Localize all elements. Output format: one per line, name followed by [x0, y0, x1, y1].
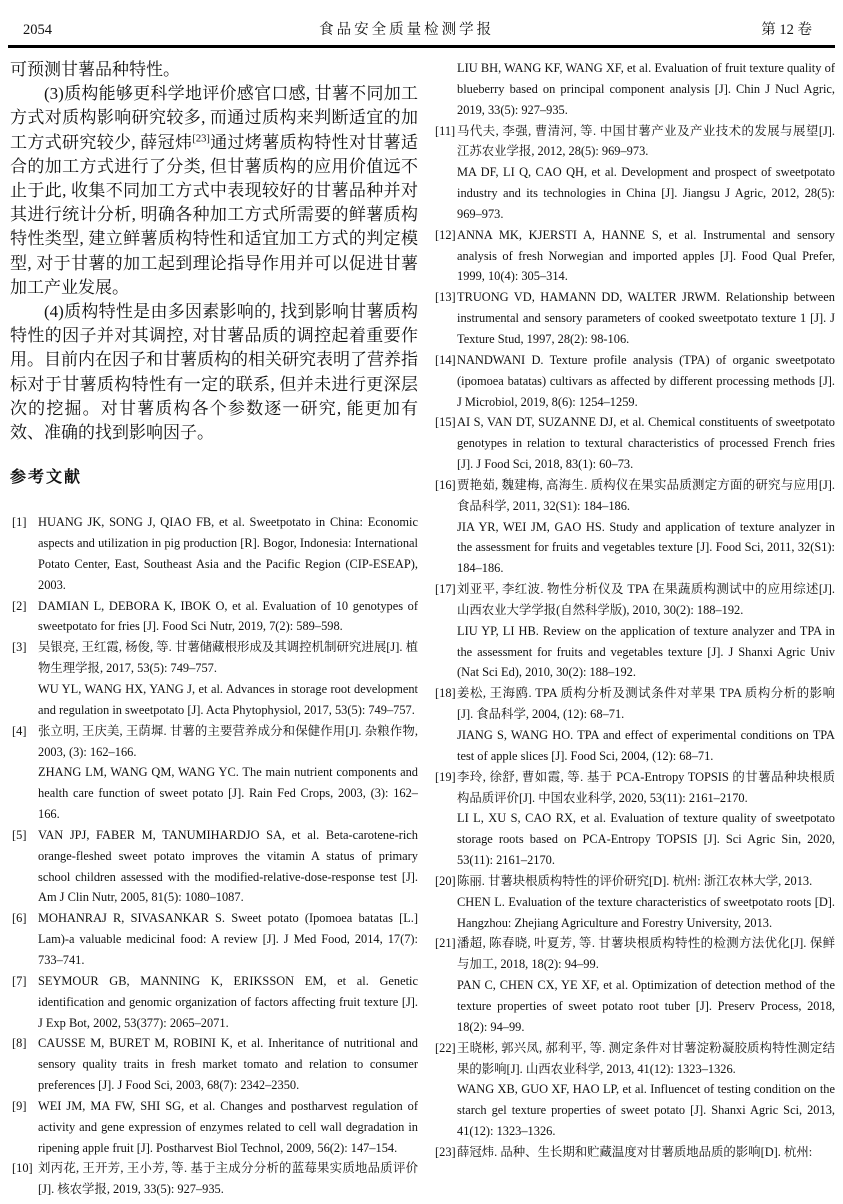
reference-text: 姜松, 王海鸥. TPA 质构分析及测试条件对苹果 TPA 质构分析的影响[J]. 食品科学, 2004, (12): 68–71. [457, 686, 835, 722]
reference-item [433, 579, 835, 683]
reference-text: LIU YP, LI HB. Review on the application of texture analyzer and TPA in the assessment for fruits and vegetables texture [J]. J Shanxi Agric Univ (Nat Sci Ed), 2010, 30(2): 188–192. [457, 623, 835, 680]
reference-number: [9] [12, 1098, 27, 1113]
paragraph-point-3-text: (3)质构能够更科学地评价感官口感, 甘薯不同加工方式对质构影响研究较多, 而通过质构来判断适宜的加工方式研究较少, 薛冠炜 [10, 84, 418, 152]
reference-text: 王晓彬, 郭兴凤, 郝利平, 等. 测定条件对甘薯淀粉凝胶质构特性测定结果的影响[J]. 山西农业科学, 2013, 41(12): 1323–1326. [457, 1040, 835, 1076]
reference-item [433, 58, 835, 121]
reference-number: [7] [12, 973, 27, 988]
reference-item [10, 1096, 418, 1159]
reference-number: [2] [12, 598, 27, 613]
reference-text: 陈丽. 甘薯块根质构特性的评价研究[D]. 杭州: 浙江农林大学, 2013. [457, 873, 813, 888]
page-header [23, 18, 812, 39]
reference-number: [6] [12, 911, 27, 926]
reference-number: [12] [435, 227, 456, 242]
reference-item [10, 596, 418, 638]
reference-text: 潘超, 陈春晓, 叶夏芳, 等. 甘薯块根质构特性的检测方法优化[J]. 保鲜与加工, 2018, 18(2): 94–99. [457, 936, 835, 972]
reference-item [433, 412, 835, 475]
reference-text: 薛冠炜. 品种、生长期和贮藏温度对甘薯质地品质的影响[D]. 杭州: [457, 1144, 813, 1159]
reference-item [433, 683, 835, 766]
reference-text: WANG XB, GUO XF, HAO LP, et al. Influencet of testing condition on the starch gel texture properties of sweet potato [J]. Shanxi Agric Sci, 2013, 41(12): 1323–1326. [457, 1082, 835, 1139]
reference-text: 刘丙花, 王开芳, 王小芳, 等. 基于主成分分析的蓝莓果实质地品质评价[J]. 核农学报, 2019, 33(5): 927–935. [38, 1161, 418, 1197]
reference-text: PAN C, CHEN CX, YE XF, et al. Optimization of detection method of the texture properties of sweet potato root tuber [J]. Preserv Process, 2018, 18(2): 94–99. [457, 978, 835, 1034]
reference-number: [22] [435, 1040, 456, 1055]
reference-text: 贾艳茹, 魏建梅, 高海生. 质构仪在果实品质测定方面的研究与应用[J]. 食品科学, 2011, 32(S1): 184–186. [457, 477, 835, 513]
paragraph-continued: 可预测甘薯品种特性。 [10, 60, 180, 79]
reference-number: [4] [12, 723, 27, 738]
reference-number: [16] [435, 477, 456, 492]
reference-text: JIANG S, WANG HO. TPA and effect of experimental conditions on TPA test of apple slices [J]. Food Sci, 2004, (12): 68–71. [457, 728, 835, 763]
reference-item [10, 908, 418, 971]
reference-text: ZHANG LM, WANG QM, WANG YC. The main nutrient components and health care function of sweet potato [J]. Rain Fed Crops, 2003, (3): 162–166. [38, 765, 418, 822]
reference-number: [21] [435, 936, 456, 951]
reference-text: CAUSSE M, BURET M, ROBINI K, et al. Inheritance of nutritional and sensory quality traits in fresh market tomato and relation to consumer preferences [J]. J Food Sci, 2003, 68(7): 2342–2350. [38, 1036, 418, 1093]
reference-number: [8] [12, 1036, 27, 1051]
reference-text: DAMIAN L, DEBORA K, IBOK O, et al. Evaluation of 10 genotypes of sweetpotato for fries [J]. Food Sci Nutr, 2019, 7(2): 589–598. [38, 598, 418, 634]
references-heading: 参考文献 [10, 469, 83, 487]
reference-number: [10] [12, 1161, 33, 1176]
reference-text: LIU BH, WANG KF, WANG XF, et al. Evaluation of fruit texture quality of blueberry based on principal component analysis [J]. Chin J Nucl Agric, 2019, 33(5): 927–935. [457, 61, 835, 117]
reference-text: HUANG JK, SONG J, QIAO FB, et al. Sweetpotato in China: Economic aspects and utilization in pig production [R]. Bogor, Indonesia: International Potato Center, East, Southeast Asia and the Pacific Region (CIP-ESEAP), 2003. [38, 515, 418, 592]
reference-text: WEI JM, MA FW, SHI SG, et al. Changes and postharvest regulation of activity and gene expression of enzymes related to cell wall degradation in ripening apple fruit [J]. Postharvest Biol Technol, 2009, 56(2): 147–154. [38, 1098, 418, 1155]
paragraph-point-3 [10, 82, 418, 300]
reference-text: 刘亚平, 李红波. 物性分析仪及 TPA 在果蔬质构测试中的应用综述[J]. 山西农业大学学报(自然科学版), 2010, 30(2): 188–192. [457, 582, 835, 617]
reference-item [433, 871, 835, 934]
reference-text: ANNA MK, KJERSTI A, HANNE S, et al. Instrumental and sensory analysis of fresh Norwegian and imported apples [J]. Food Qual Prefer, 1999, 10(4): 305–314. [457, 227, 835, 284]
reference-text: JIA YR, WEI JM, GAO HS. Study and application of texture analyzer in the assessment for fruits and vegetables texture [J]. Food Sci, 2011, 32(S1): 184–186. [457, 519, 835, 576]
reference-number: [1] [12, 515, 27, 530]
reference-number: [15] [435, 415, 456, 430]
reference-text: TRUONG VD, HAMANN DD, WALTER JRWM. Relationship between instrumental and sensory parameters of cooked sweetpotato texture 1 [J]. J Texture Stud, 1997, 28(2): 98-106. [457, 290, 835, 346]
reference-number: [13] [435, 290, 456, 305]
citation-superscript: [23] [192, 132, 210, 144]
page-number: 2054 [23, 22, 52, 38]
reference-item [433, 933, 835, 1037]
reference-number: [11] [435, 123, 456, 138]
reference-text: AI S, VAN DT, SUZANNE DJ, et al. Chemical constituents of sweetpotato genotypes in relation to textural characteristics of processed French fries [J]. J Food Sci, 2018, 83(1): 60–73. [457, 415, 835, 472]
reference-item [433, 225, 835, 288]
paragraph-point-4: (4)质构特性是由多因素影响的, 找到影响甘薯质构特性的因子并对其调控, 对甘薯品质的调控起着重要作用。目前内在因子和甘薯质构的相关研究表明了营养指标对于甘薯质构特性有一定的联系, 但并未进行更深层次的挖掘。对甘薯质构各个参数逐一研究, 能更加有效、准确的找到影响因子。 [10, 302, 418, 443]
journal-title: 食品安全质量检测学报 [319, 22, 495, 38]
reference-number: [14] [435, 352, 456, 367]
reference-item [10, 971, 418, 1034]
reference-text: CHEN L. Evaluation of the texture characteristics of sweetpotato roots [D]. Hangzhou: Zhejiang Agriculture and Forestry University, 2013. [457, 894, 835, 930]
reference-item [433, 350, 835, 413]
reference-list-right [433, 58, 835, 1163]
reference-text: WU YL, WANG HX, YANG J, et al. Advances in storage root development and regulation in sweetpotato [J]. Acta Phytophysiol, 2017, 53(5): 749–757. [38, 682, 418, 717]
reference-number: [20] [435, 873, 456, 888]
right-column [433, 58, 835, 1163]
reference-text: MA DF, LI Q, CAO QH, et al. Development and prospect of sweetpotato industry and its technologies in China [J]. Jiangsu J Agric, 2012, 28(5): 969–973. [457, 165, 835, 221]
reference-number: [17] [435, 582, 456, 597]
reference-text: 吴银亮, 王红霞, 杨俊, 等. 甘薯储藏根形成及其调控机制研究进展[J]. 植物生理学报, 2017, 53(5): 749–757. [38, 640, 418, 676]
reference-number: [3] [12, 640, 27, 655]
reference-item [10, 825, 418, 908]
reference-text: NANDWANI D. Texture profile analysis (TPA) of organic sweetpotato (ipomoea batatas) cultivars as affected by different processing methods [J]. J Microbiol, 2019, 8(6): 1254–1259. [457, 352, 835, 409]
reference-text: MOHANRAJ R, SIVASANKAR S. Sweet potato (Ipomoea batatas [L.] Lam)-a valuable medicinal food: A review [J]. J Med Food, 2014, 17(7): 733–741. [38, 911, 418, 967]
reference-item [10, 721, 418, 825]
reference-item [433, 475, 835, 579]
reference-text: LI L, XU S, CAO RX, et al. Evaluation of texture quality of sweetpotato storage roots based on PCA-Entropy TOPSIS [J]. Sci Agric Sin, 2020, 53(11): 2161–2170. [457, 811, 835, 868]
reference-number: [19] [435, 769, 456, 784]
header-rule [8, 45, 835, 48]
reference-item [10, 1033, 418, 1096]
reference-item [433, 767, 835, 871]
reference-number: [23] [435, 1144, 456, 1159]
volume-label: 第 12 卷 [761, 22, 812, 38]
reference-item [10, 512, 418, 595]
reference-item [433, 121, 835, 225]
paragraph-point-3-rest: 通过烤薯质构特性对甘薯适合的加工方式进行了分类, 但甘薯质构的应用价值远不止于此, 收集不同加工方式中表现较好的甘薯品种并对其进行统计分析, 明确各种加工方式所需要的鲜薯质构特性类型, 建立鲜薯质构特性和适宜加工方式的判定模型, 对于甘薯的加工起到理论指导作用并可以促进甘薯加工产业发展。 [10, 132, 419, 297]
reference-text: 李玲, 徐舒, 曹如霞, 等. 基于 PCA-Entropy TOPSIS 的甘薯品种块根质构品质评价[J]. 中国农业科学, 2020, 53(11): 2161–2170. [457, 769, 835, 805]
reference-text: SEYMOUR GB, MANNING K, ERIKSSON EM, et al. Genetic identification and genomic organization of factors affecting fruit texture [J]. J Exp Bot, 2002, 53(377): 2065–2071. [38, 973, 418, 1030]
left-column [10, 58, 418, 1200]
reference-text: VAN JPJ, FABER M, TANUMIHARDJO SA, et al. Beta-carotene-rich orange-fleshed sweet potato improves the vitamin A status of primary school children assessed with the modified-relative-dose-response test [J]. Am J Clin Nutr, 2005, 81(5): 1080–1087. [38, 827, 418, 905]
reference-text: 张立明, 王庆美, 王荫墀. 甘薯的主要营养成分和保健作用[J]. 杂粮作物, 2003, (3): 162–166. [38, 723, 418, 759]
reference-item [433, 287, 835, 350]
reference-item [10, 637, 418, 720]
reference-text: 马代夫, 李强, 曹清河, 等. 中国甘薯产业及产业技术的发展与展望[J]. 江苏农业学报, 2012, 28(5): 969–973. [457, 123, 835, 159]
reference-number: [5] [12, 827, 27, 842]
reference-number: [18] [435, 686, 456, 701]
reference-item [10, 1158, 418, 1200]
reference-item [433, 1142, 835, 1163]
reference-item [433, 1038, 835, 1142]
reference-list-left [10, 512, 418, 1200]
